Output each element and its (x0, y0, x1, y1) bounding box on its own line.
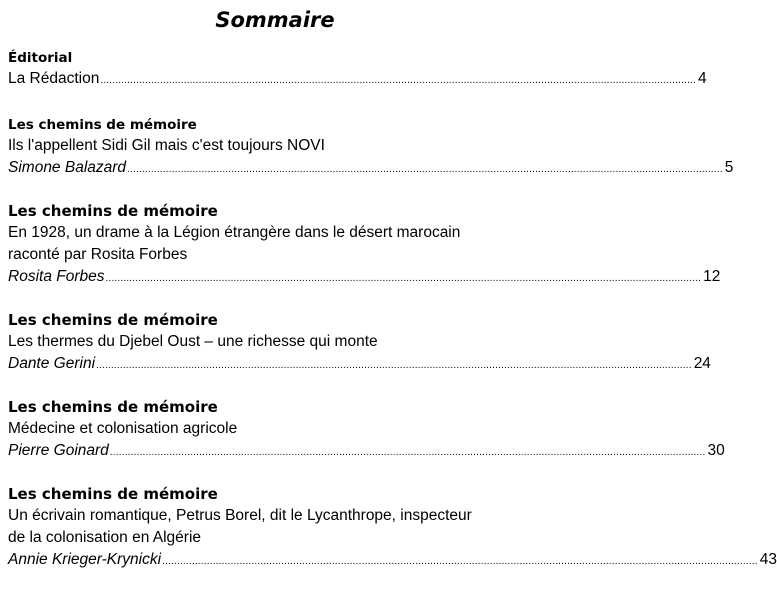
article-title-line-1: Un écrivain romantique, Petrus Borel, dit le Lycanthrope, inspecteur (8, 507, 472, 524)
toc-entry-novi (8, 115, 734, 181)
author-name: Simone Balazard (8, 159, 127, 176)
section-heading: Les chemins de mémoire (8, 202, 218, 220)
dot-leader: ........................................................................................................................................................................................................ (162, 556, 758, 567)
author-name: Pierre Goinard (8, 442, 109, 459)
toc-entry-thermes (8, 309, 711, 377)
author-name: Dante Gerini (8, 355, 96, 372)
dot-leader: ........................................................................................................................................................................................................ (96, 360, 692, 371)
dot-leader: ........................................................................................................................................................................................................ (109, 447, 706, 458)
toc-entry-borel (8, 483, 777, 573)
toc-line[interactable] (8, 157, 734, 181)
page-title: Sommaire (215, 8, 335, 32)
author-name: Rosita Forbes (8, 268, 105, 285)
article-title-line-2: raconté par Rosita Forbes (8, 246, 188, 263)
author-name: La Rédaction (8, 70, 100, 87)
toc-entry-legion (8, 200, 721, 290)
toc-line[interactable] (8, 353, 711, 377)
page-number: 4 (698, 70, 707, 87)
toc-line[interactable] (8, 68, 707, 92)
page-number: 5 (724, 159, 734, 176)
toc-entry-editorial (8, 48, 707, 92)
page-number: 24 (693, 355, 711, 372)
section-heading: Les chemins de mémoire (8, 311, 218, 329)
section-heading: Les chemins de mémoire (8, 485, 218, 503)
section-heading: Éditorial (8, 50, 73, 66)
dot-leader: ........................................................................................................................................................................................................ (105, 273, 702, 284)
article-title: Ils l'appellent Sidi Gil mais c'est toujours NOVI (8, 137, 325, 154)
toc-line[interactable] (8, 549, 777, 573)
page-number: 43 (759, 551, 777, 568)
toc-line[interactable] (8, 266, 721, 290)
article-title-line-2: de la colonisation en Algérie (8, 529, 202, 546)
page-number: 12 (703, 268, 721, 285)
dot-leader: ........................................................................................................................................................................................................ (127, 164, 723, 175)
page-number: 30 (707, 442, 725, 459)
article-title-line-1: En 1928, un drame à la Légion étrangère dans le désert marocain (8, 224, 461, 241)
toc-entry-medecine (8, 396, 725, 464)
section-heading: Les chemins de mémoire (8, 398, 218, 416)
article-title: Les thermes du Djebel Oust – une richesse qui monte (8, 333, 378, 350)
author-name: Annie Krieger-Krynicki (8, 551, 162, 568)
toc-line[interactable] (8, 440, 725, 464)
article-title: Médecine et colonisation agricole (8, 420, 238, 437)
dot-leader: ........................................................................................................................................................................................................ (100, 75, 697, 86)
section-heading: Les chemins de mémoire (8, 117, 197, 133)
